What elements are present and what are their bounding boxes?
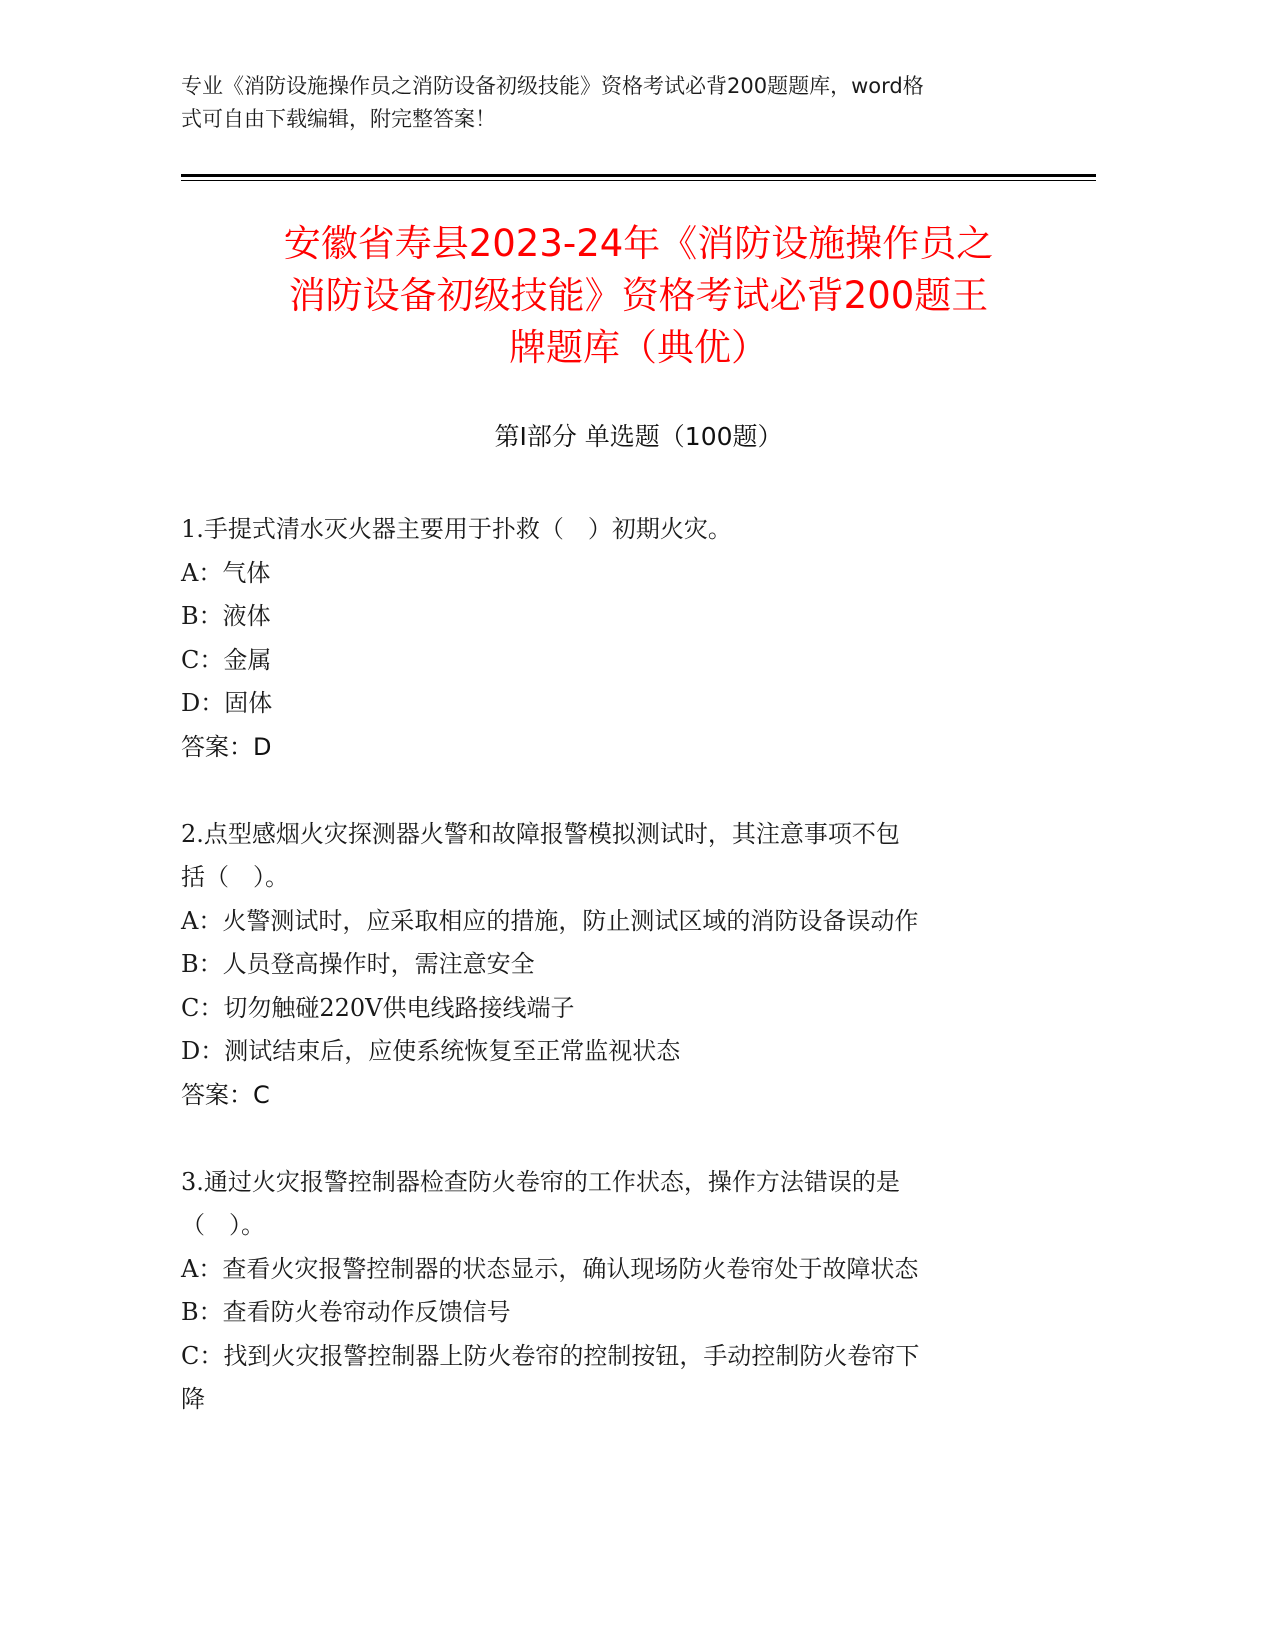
option-b: B：人员登高操作时，需注意安全: [181, 950, 535, 978]
question-spacer: [181, 769, 1096, 813]
option-c: C：金属: [181, 645, 272, 674]
title-line: 牌题库（典优）: [509, 326, 768, 369]
header-divider-thick: [181, 174, 1096, 177]
option-c: C：找到火灾报警控制器上防火卷帘的控制按钮，手动控制防火卷帘下: [181, 1341, 920, 1370]
question-list: [181, 508, 1096, 1422]
option-a: A：火警测试时，应采取相应的措施，防止测试区域的消防设备误动作: [181, 906, 919, 935]
question-stem-continued: （ ）。: [181, 1211, 265, 1239]
question-stem: 2.点型感烟火灾探测器火警和故障报警模拟测试时，其注意事项不包: [181, 819, 900, 848]
question-spacer: [181, 1117, 1096, 1161]
option-d: D：固体: [181, 689, 273, 717]
header-divider-thin: [181, 180, 1096, 181]
header-note-line: 专业《消防设施操作员之消防设备初级技能》资格考试必背200题题库，word格: [181, 74, 924, 98]
option-a: A：查看火灾报警控制器的状态显示，确认现场防火卷帘处于故障状态: [181, 1254, 919, 1283]
option-b: B：查看防火卷帘动作反馈信号: [181, 1298, 511, 1326]
answer-key: 答案：D: [181, 732, 272, 761]
document-title: [181, 218, 1096, 374]
question-stem: 1.手提式清水灭火器主要用于扑救（ ）初期火灾。: [181, 515, 732, 543]
answer-key: 答案：C: [181, 1080, 270, 1109]
option-c: C：切勿触碰220V供电线路接线端子: [181, 993, 575, 1022]
question-item: [181, 1161, 1096, 1422]
question-item: [181, 508, 1096, 769]
option-b: B：液体: [181, 602, 271, 630]
option-d: D：测试结束后，应使系统恢复至正常监视状态: [181, 1037, 681, 1065]
option-a: A：气体: [181, 558, 271, 587]
option-c-continued: 降: [181, 1385, 205, 1413]
title-line: 消防设备初级技能》资格考试必背200题王: [288, 274, 989, 317]
section-heading: 第Ⅰ部分 单选题（100题）: [494, 422, 783, 451]
question-stem: 3.通过火灾报警控制器检查防火卷帘的工作状态，操作方法错误的是: [181, 1167, 900, 1196]
header-note-line: 式可自由下载编辑，附完整答案！: [181, 107, 496, 131]
title-line: 安徽省寿县2023-24年《消防设施操作员之: [283, 222, 994, 265]
question-item: [181, 813, 1096, 1118]
header-note: [181, 70, 1076, 136]
question-stem-continued: 括（ ）。: [181, 863, 289, 891]
